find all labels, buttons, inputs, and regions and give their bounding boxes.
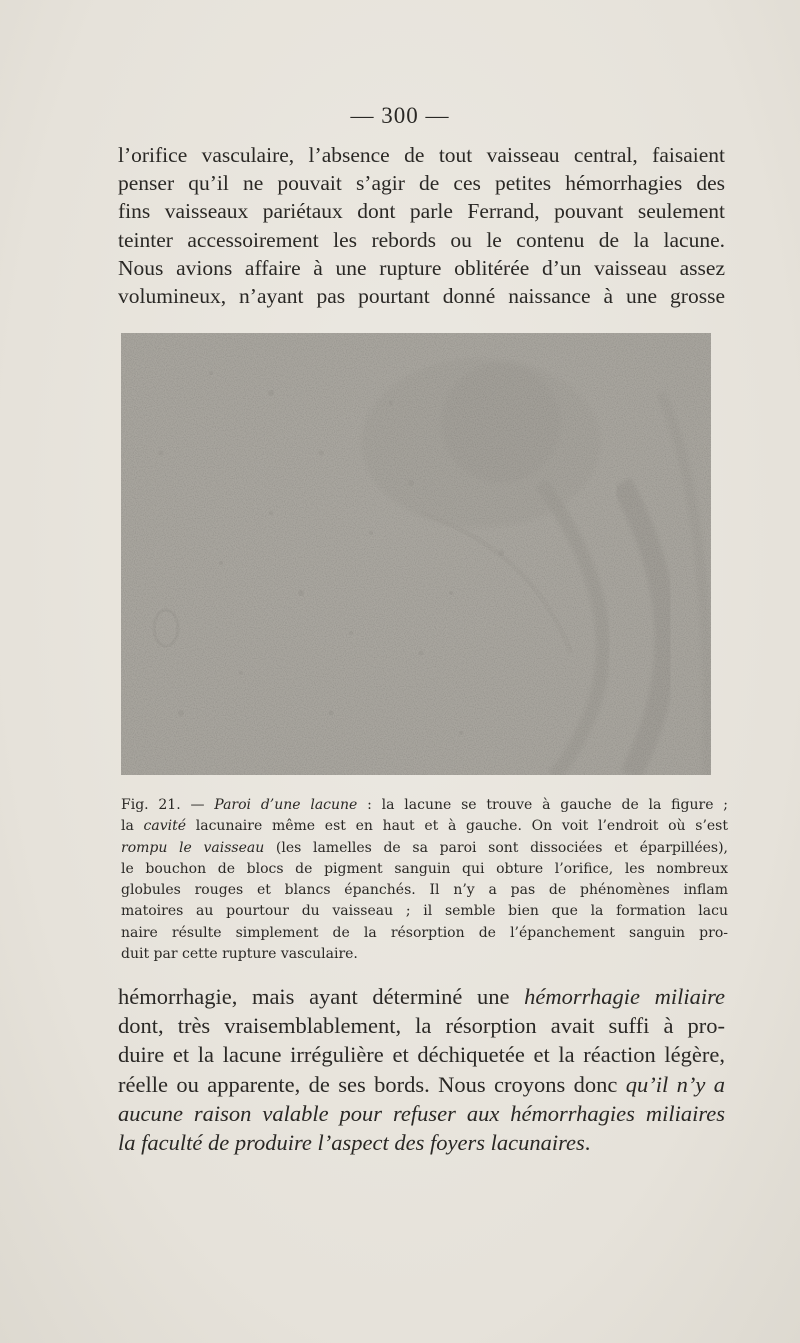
figure-label: Fig. 21. — [121, 797, 181, 813]
text-line: fins vaisseaux pariétaux dont parle Ferrand, pouvant seulement — [118, 199, 725, 224]
caption-line — [121, 816, 728, 837]
text-span: réelle ou apparente, de ses bords. Nous croyons donc — [118, 1071, 626, 1097]
caption-dash: — — [180, 797, 215, 813]
text-line: l’orifice vasculaire, l’absence de tout vaisseau central, faisaient — [118, 143, 725, 167]
micrograph-image — [121, 333, 711, 775]
text-line: penser qu’il ne pouvait s’agir de ces petites hémorrhagies des — [118, 171, 725, 196]
micrograph-figure — [121, 333, 711, 775]
text-emphasis: la faculté de produire l’aspect des foyers lacunaires — [118, 1130, 585, 1156]
caption-text: lacunaire même est en haut et à gauche. On voit l’endroit où s’est — [186, 818, 728, 835]
text-line — [118, 1099, 725, 1128]
caption-emphasis: cavité — [143, 818, 187, 835]
text-line — [118, 1070, 725, 1099]
caption-text: (les lamelles de sa paroi sont dissociées et éparpillées), — [264, 839, 728, 856]
figure-title: Paroi d’une lacune — [214, 797, 358, 813]
text-span: . — [584, 1130, 591, 1156]
caption-line: naire résulte simplement de la résorption de l’épanchement sanguin pro- — [121, 924, 728, 941]
text-span: hémorrhagie, mais ayant déterminé une — [118, 984, 525, 1009]
text-line — [118, 982, 725, 1011]
caption-emphasis: rompu le vaisseau — [121, 839, 265, 856]
text-emphasis: qu’il n’y a — [625, 1071, 725, 1097]
text-line: volumineux, n’ayant pas pourtant donné naissance à une grosse — [118, 284, 725, 309]
text-emphasis: hémorrhagie miliaire — [524, 984, 725, 1009]
caption-text: : la lacune se trouve à gauche de la figure ; — [357, 797, 728, 813]
text-emphasis: aucune raison valable pour refuser aux hémorrhagies miliaires — [118, 1100, 725, 1126]
text-line: Nous avions affaire à une rupture oblitérée d’un vaisseau assez — [118, 255, 725, 280]
text-line: teinter accessoirement les rebords ou le contenu de la lacune. — [118, 227, 725, 252]
caption-line — [121, 795, 728, 816]
caption-line: matoires au pourtour du vaisseau ; il semble bien que la formation lacu — [121, 903, 728, 920]
text-line: duire et la lacune irrégulière et déchiquetée et la réaction légère, — [118, 1042, 725, 1068]
top-paragraph — [118, 141, 725, 310]
page-number: — 300 — — [350, 103, 450, 128]
bottom-paragraph — [118, 982, 725, 1157]
caption-line: le bouchon de blocs de pigment sanguin qui obture l’orifice, les nombreux — [121, 860, 728, 877]
text-line: dont, très vraisemblablement, la résorption avait suffi à pro- — [118, 1013, 725, 1039]
caption-line — [121, 838, 728, 859]
caption-line: globules rouges et blancs épanchés. Il n’y a pas de phénomènes inflam — [121, 882, 728, 899]
caption-text: la — [121, 818, 144, 835]
caption-line: duit par cette rupture vasculaire. — [121, 946, 358, 963]
text-line — [118, 1128, 725, 1157]
figure-caption — [121, 795, 728, 965]
